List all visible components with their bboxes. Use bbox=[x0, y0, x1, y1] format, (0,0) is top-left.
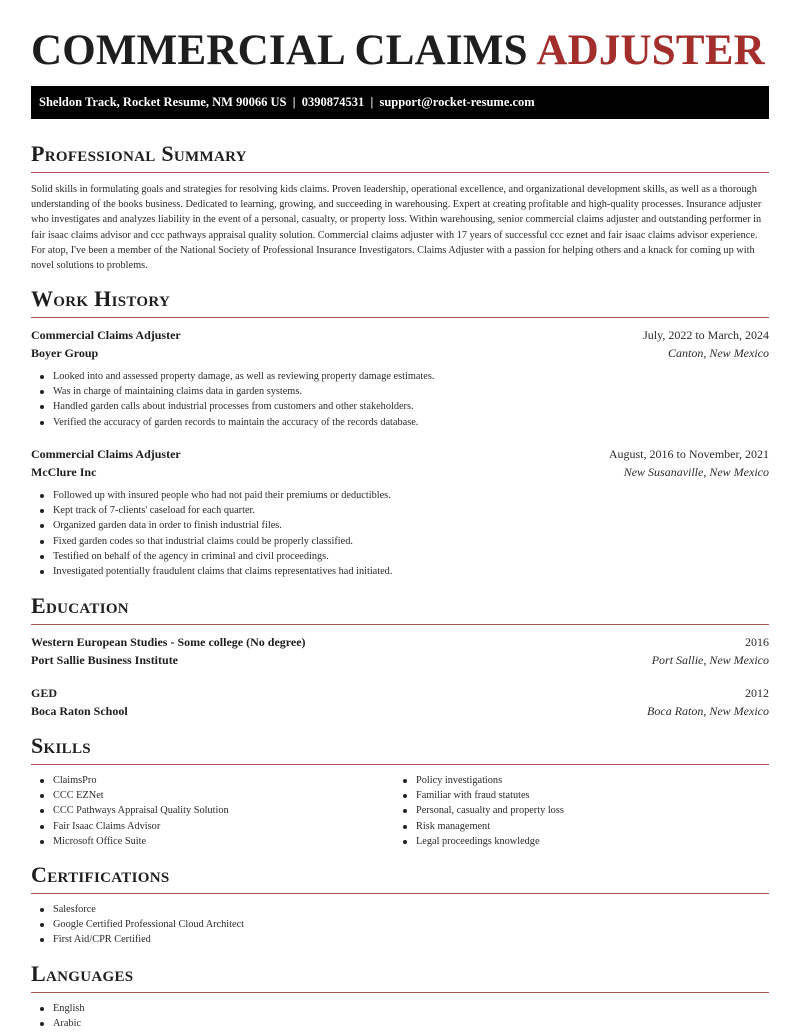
education-degree: Western European Studies - Some college (No degree) bbox=[31, 635, 306, 649]
education-school: Boca Raton School bbox=[31, 704, 128, 718]
job-bullets bbox=[31, 488, 392, 579]
summary-text: Solid skills in formulating goals and strategies for resolving kids claims. Proven leadership, operational excellence, and organizational development skills, as well as a thorough understanding of the books business. Dedicated to learning, growing, and succeeding in warehousing. Expert at creating profitable and high-quality processes. Insurance adjuster who investigates and analyzes liability in the event of a personal, casualty, or property loss. Within warehousing, senior commercial claims adjuster and outstanding performer in fair isaac claims advisor and ccc pathways appraisal quality solution. Commercial claims adjuster with 17 years of successful ccc eznet and fair isaac claims advisor experience. For atop, I've been a member of the National Society of Professional Insurance Investigators. Claims Adjuster with a passion for helping others and a knack for coming up with novel solutions to problems. bbox=[31, 184, 762, 272]
list-item: Fixed garden codes so that industrial claims could be properly classified. bbox=[31, 534, 392, 549]
list-item: Looked into and assessed property damage, as well as reviewing property damage estimates. bbox=[31, 369, 434, 384]
list-item: Kept track of 7-clients' caseload for each quarter. bbox=[31, 503, 392, 518]
title-accent: ADJUSTER bbox=[536, 27, 765, 74]
skill-item: CCC EZNet bbox=[31, 788, 229, 803]
list-item: Investigated potentially fraudulent claims that claims representatives had initiated. bbox=[31, 564, 392, 579]
education-school-row bbox=[31, 703, 769, 719]
job-company: McClure Inc bbox=[31, 465, 97, 479]
certification-item: First Aid/CPR Certified bbox=[31, 932, 244, 947]
section-divider bbox=[31, 992, 769, 993]
section-title-education: Education bbox=[31, 593, 129, 618]
contact-bar bbox=[31, 86, 769, 119]
section-title-work: Work History bbox=[31, 286, 171, 311]
list-item: Followed up with insured people who had not paid their premiums or deductibles. bbox=[31, 488, 392, 503]
list-item: Verified the accuracy of garden records to maintain the accuracy of the records database. bbox=[31, 415, 434, 430]
languages-list bbox=[31, 1001, 84, 1031]
list-item: Organized garden data in order to finish industrial files. bbox=[31, 518, 392, 533]
list-item: Was in charge of maintaining claims data in garden systems. bbox=[31, 384, 434, 399]
job-company: Boyer Group bbox=[31, 346, 99, 360]
education-school: Port Sallie Business Institute bbox=[31, 653, 179, 667]
skill-item: Policy investigations bbox=[394, 773, 564, 788]
job-title: Commercial Claims Adjuster bbox=[31, 447, 181, 461]
certification-item: Salesforce bbox=[31, 902, 244, 917]
language-item: English bbox=[31, 1001, 84, 1016]
education-degree: GED bbox=[31, 686, 58, 700]
job-dates: July, 2022 to March, 2024 bbox=[643, 328, 769, 342]
job-bullets bbox=[31, 369, 434, 430]
job-header bbox=[31, 446, 769, 462]
title-main: COMMERCIAL CLAIMS bbox=[31, 27, 528, 74]
skill-item: Legal proceedings knowledge bbox=[394, 834, 564, 849]
skills-list-right bbox=[394, 773, 564, 849]
skill-item: ClaimsPro bbox=[31, 773, 229, 788]
section-divider bbox=[31, 317, 769, 318]
skill-item: Microsoft Office Suite bbox=[31, 834, 229, 849]
skill-item: Personal, casualty and property loss bbox=[394, 803, 564, 818]
skill-item: Fair Isaac Claims Advisor bbox=[31, 819, 229, 834]
job-company-row bbox=[31, 464, 769, 480]
list-item: Testified on behalf of the agency in criminal and civil proceedings. bbox=[31, 549, 392, 564]
education-location: Boca Raton, New Mexico bbox=[647, 704, 769, 718]
section-divider bbox=[31, 893, 769, 894]
education-school-row bbox=[31, 652, 769, 668]
section-divider bbox=[31, 764, 769, 765]
job-dates: August, 2016 to November, 2021 bbox=[608, 447, 769, 461]
section-title-skills: Skills bbox=[31, 733, 91, 758]
list-item: Handled garden calls about industrial processes from customers and other stakeholders. bbox=[31, 399, 434, 414]
education-location: Port Sallie, New Mexico bbox=[651, 653, 769, 667]
certification-item: Google Certified Professional Cloud Architect bbox=[31, 917, 244, 932]
job-location: New Susanaville, New Mexico bbox=[623, 465, 769, 479]
contact-info: Sheldon Track, Rocket Resume, NM 90066 US | 0390874531 | support@rocket-resume.com bbox=[39, 95, 535, 109]
skill-item: Familiar with fraud statutes bbox=[394, 788, 564, 803]
skill-item: CCC Pathways Appraisal Quality Solution bbox=[31, 803, 229, 818]
job-header bbox=[31, 327, 769, 343]
skill-item: Risk management bbox=[394, 819, 564, 834]
education-header bbox=[31, 685, 769, 701]
section-title-languages: Languages bbox=[31, 961, 134, 986]
education-year: 2012 bbox=[745, 686, 769, 700]
job-location: Canton, New Mexico bbox=[668, 346, 769, 360]
section-divider bbox=[31, 624, 769, 625]
section-title-summary: Professional Summary bbox=[31, 141, 247, 166]
job-title: Commercial Claims Adjuster bbox=[31, 328, 181, 342]
education-year: 2016 bbox=[745, 635, 769, 649]
job-company-row bbox=[31, 345, 769, 361]
skills-list-left bbox=[31, 773, 229, 849]
page-title bbox=[31, 26, 765, 76]
education-header bbox=[31, 634, 769, 650]
certifications-list bbox=[31, 902, 244, 948]
section-divider bbox=[31, 172, 769, 173]
section-title-certifications: Certifications bbox=[31, 862, 170, 887]
language-item: Arabic bbox=[31, 1016, 84, 1031]
